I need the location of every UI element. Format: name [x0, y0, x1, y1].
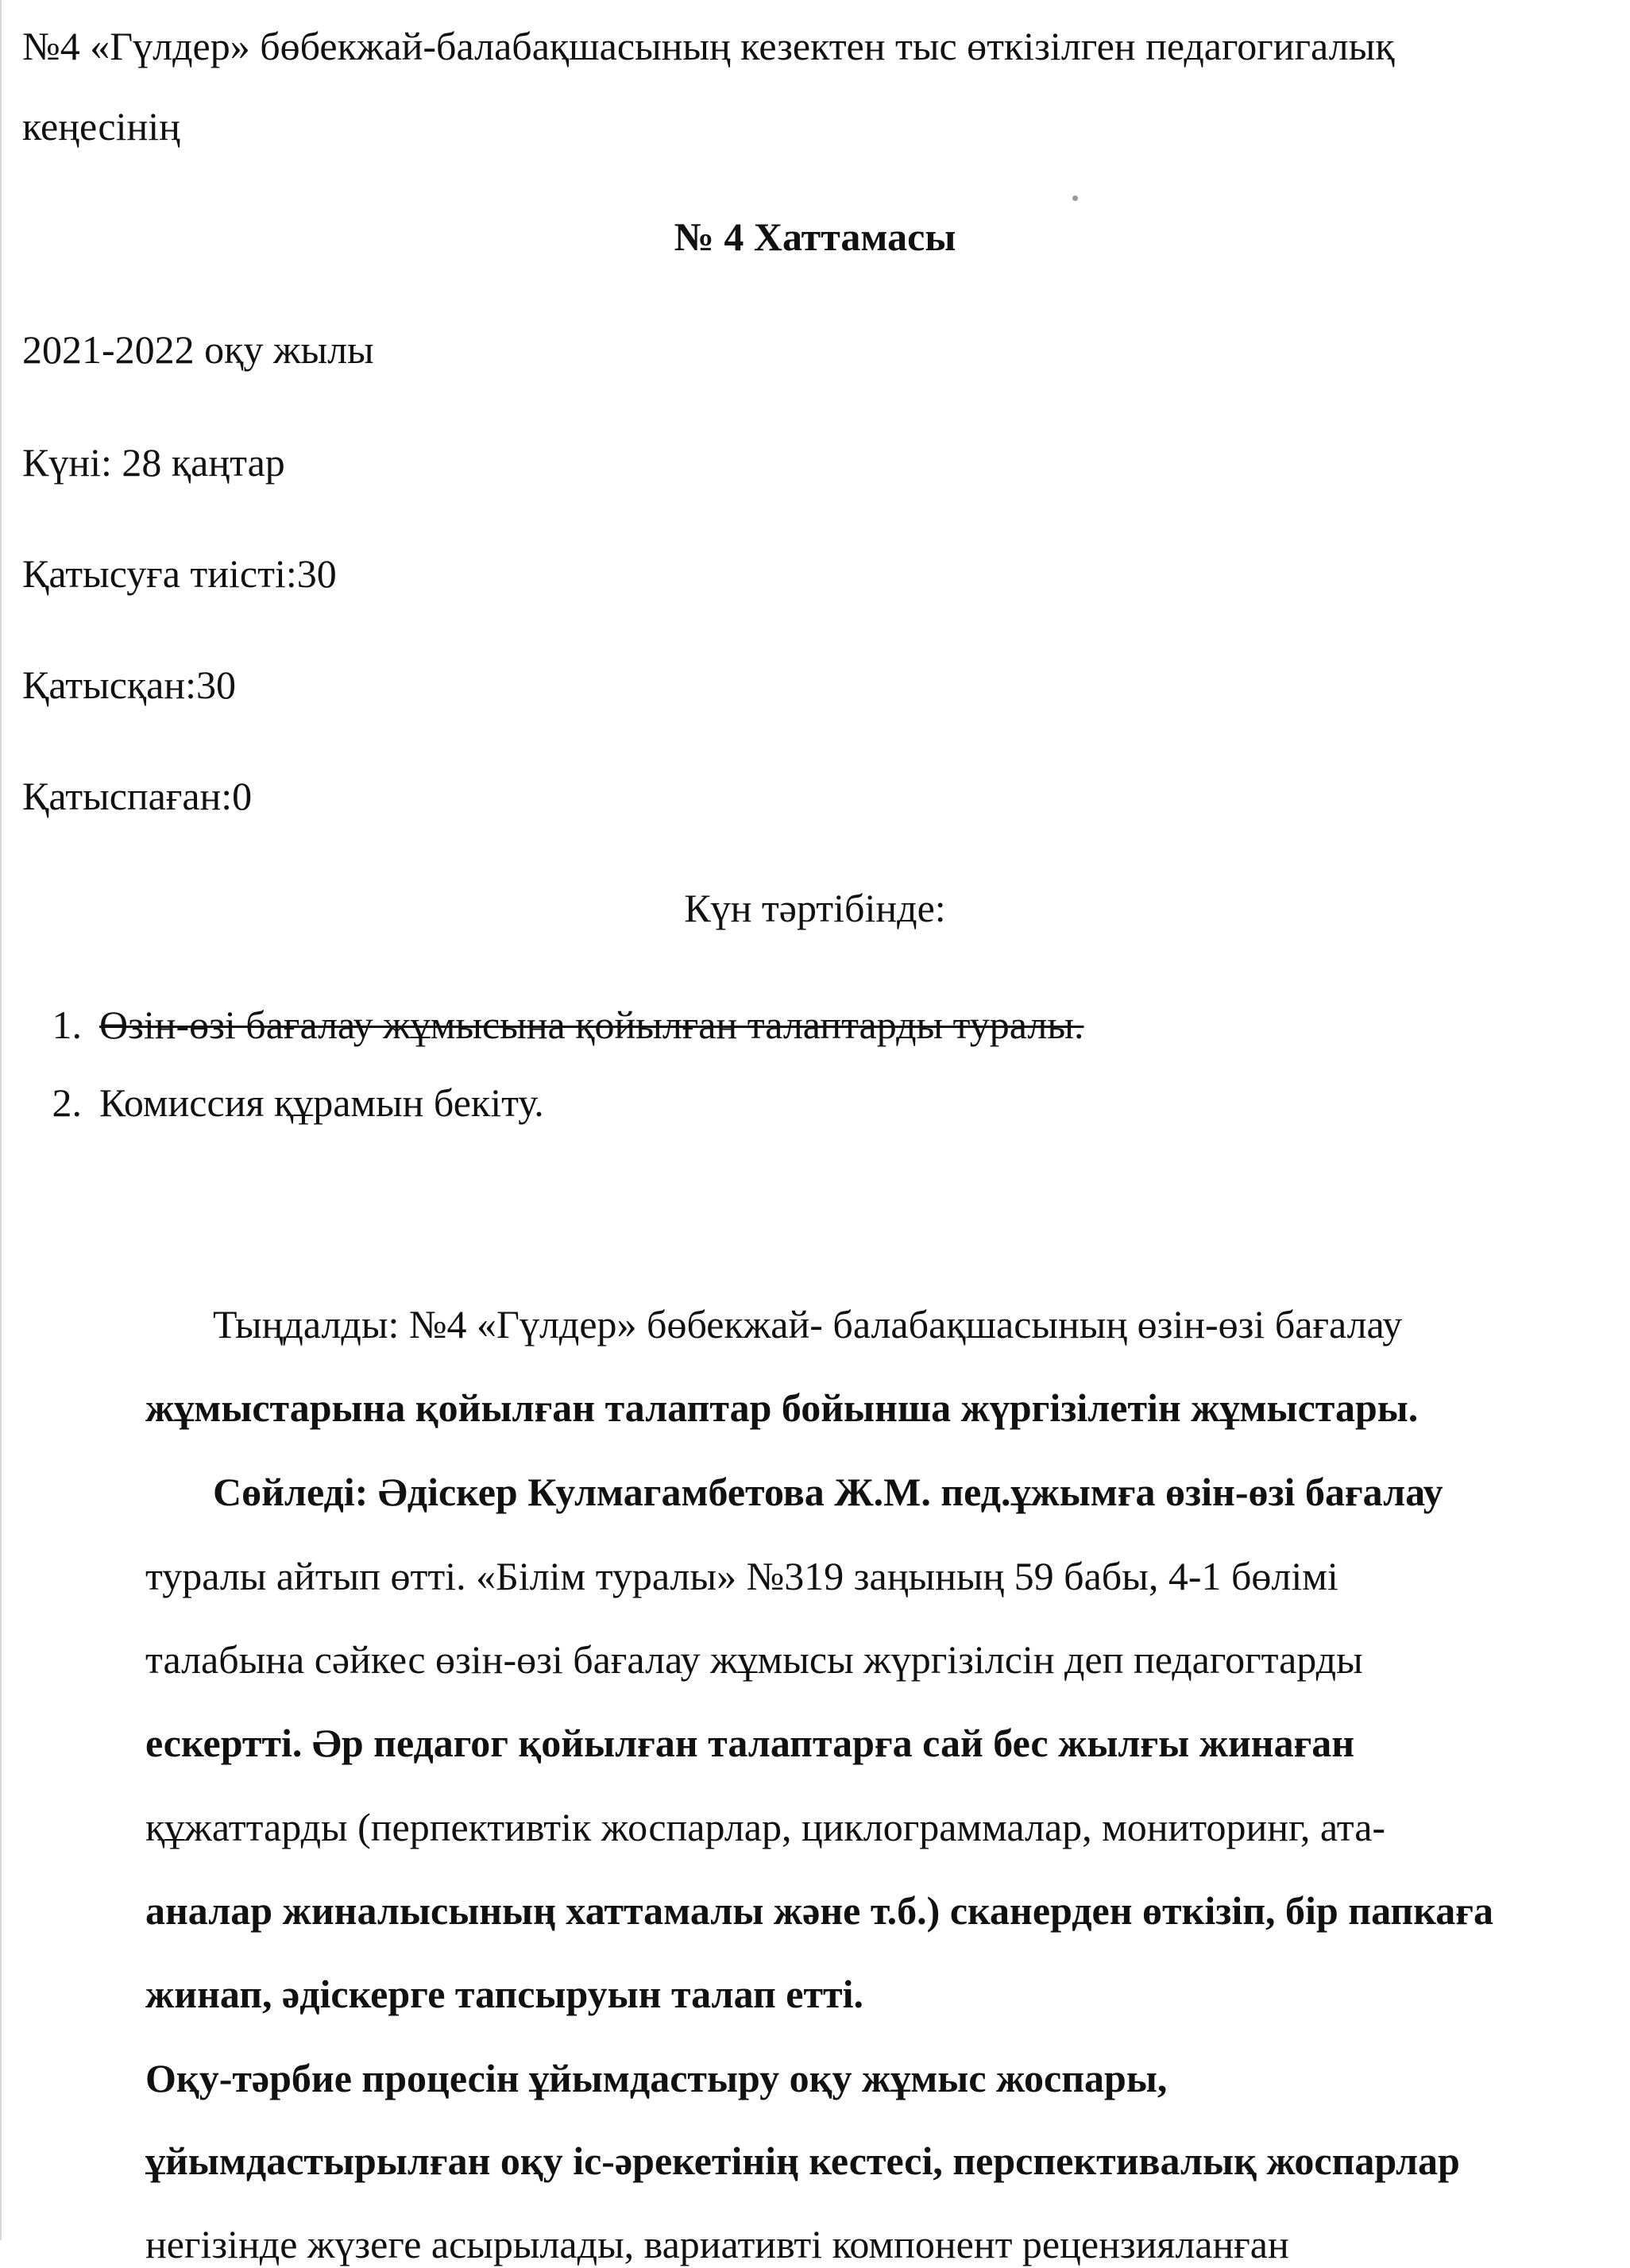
body-line: аналар жиналысының хаттамалы және т.б.) сканерден өткізіп, бір папкаға	[145, 1888, 1493, 1933]
scan-edge	[0, 0, 2, 2240]
scan-speck	[1072, 195, 1078, 201]
body-line: ұйымдастырылған оқу іс-әрекетінің кестесі, перспективалық жоспарлар	[145, 2139, 1460, 2183]
agenda-item-number: 2.	[52, 1080, 82, 1125]
body-line: құжаттарды (перпективтік жоспарлар, циклограммалар, мониторинг, ата-	[145, 1805, 1386, 1849]
body-line: туралы айтып өтті. «Білім туралы» №319 заңының 59 бабы, 4-1 бөлімі	[145, 1554, 1338, 1598]
meeting-date: Күні: 28 қаңтар	[22, 440, 285, 485]
attendance-absent: Қатыспаған:0	[22, 774, 253, 818]
agenda-item-number: 1.	[52, 1003, 82, 1047]
attendance-required: Қатысуға тиісті:30	[22, 551, 337, 596]
academic-year: 2021-2022 оқу жылы	[22, 327, 374, 372]
body-line: талабына сәйкес өзін-өзі бағалау жұмысы жүргізілсін деп педагогтарды	[145, 1637, 1363, 1682]
protocol-title: № 4 Хаттамасы	[674, 214, 956, 259]
body-line: жұмыстарына қойылған талаптар бойынша жүргізілетін жұмыстары.	[145, 1385, 1419, 1430]
body-line: Сөйледі: Әдіскер Кулмагамбетова Ж.М. пед.ұжымға өзін-өзі бағалау	[213, 1470, 1443, 1514]
body-line: Оқу-тәрбие процесін ұйымдастыру оқу жұмыс жоспары,	[145, 2056, 1168, 2100]
agenda-item-text: Өзін-өзі бағалау жұмысына қойылған талаптарды туралы.	[99, 1003, 1084, 1047]
attendance-present: Қатысқан:30	[22, 663, 237, 707]
agenda-item-text: Комиссия құрамын бекіту.	[99, 1080, 544, 1125]
body-line: негізінде жүзеге асырылады, вариативті компонент рецензияланған	[145, 2222, 1289, 2266]
agenda-item	[22, 1001, 1083, 1049]
agenda-item	[22, 1079, 544, 1126]
agenda-heading: Күн тәртібінде:	[684, 886, 946, 930]
body-line: жинап, әдіскерге тапсыруын талап етті.	[145, 1972, 863, 2016]
header-line-2: кеңесінің	[22, 104, 180, 149]
body-line: Тыңдалды: №4 «Гүлдер» бөбекжай- балабақшасының өзін-өзі бағалау	[213, 1302, 1403, 1347]
body-line: ескертті. Әр педагог қойылған талаптарға сай бес жылғы жинаған	[145, 1721, 1355, 1765]
header-line-1: №4 «Гүлдер» бөбекжай-балабақшасының кезектен тыс өткізілген педагогигалық	[22, 24, 1395, 68]
